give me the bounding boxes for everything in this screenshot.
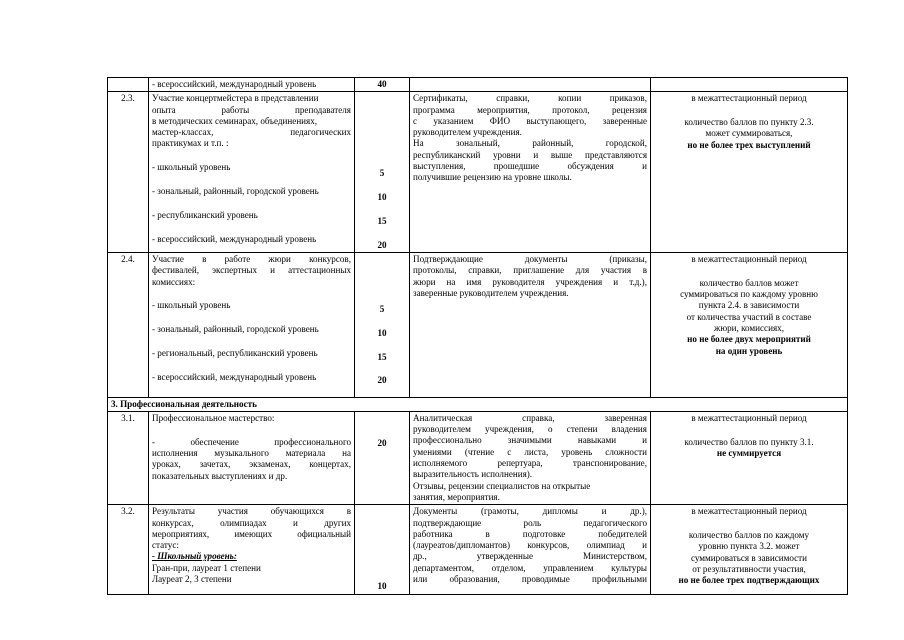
item-number: 3.1. <box>121 412 135 423</box>
criterion-line: практикумах и т.п. : <box>152 138 229 149</box>
note-cell <box>651 92 848 253</box>
note-limit: но не более трех подтверждающих <box>678 575 820 586</box>
criterion-line: опыта работы преподавателя <box>152 104 351 115</box>
criteria-table <box>107 77 848 595</box>
documents-cell <box>410 252 651 397</box>
criterion-line: в методических семинарах, объединениях, <box>152 115 318 126</box>
criterion-line: фестивалей, экспертных и аттестационных <box>152 265 351 276</box>
level-line: - всероссийский, международный уровень <box>152 371 317 382</box>
note-cell <box>651 411 848 504</box>
level-line: - зональный, районный, городской уровень <box>152 186 319 197</box>
documents-line: заверенные руководителем учреждения. <box>413 287 569 298</box>
documents-line: умениями (чтение с листа, уровень сложности <box>413 446 647 457</box>
table-row <box>108 92 848 253</box>
score-value: 5 <box>379 303 385 314</box>
note-line: количество баллов по пункту 2.3. <box>684 117 814 128</box>
documents-line: (лауреатов/дипломантов) конкурсов, олимпиад и <box>413 540 647 551</box>
score-value: 20 <box>377 239 387 250</box>
documents-line: подтверждающие роль педагогического <box>413 517 647 528</box>
criterion-cell <box>149 92 355 253</box>
criterion-cell <box>149 252 355 397</box>
note-line: от количества участий в составе <box>686 311 812 322</box>
score-cell <box>355 252 410 397</box>
note-limit: но не более трех выступлений <box>687 139 811 150</box>
note-line: суммироваться по каждому уровню <box>680 289 818 300</box>
score-cell <box>355 78 410 92</box>
note-line: в межаттестационный период <box>691 412 807 423</box>
item-number: 2.4. <box>121 253 135 264</box>
score-value: 20 <box>377 437 387 448</box>
level-line: - школьный уровень <box>152 162 231 173</box>
documents-line: выступления, прошедшие обсуждения и <box>413 161 647 172</box>
criterion-line: Профессиональное мастерство: <box>152 412 275 423</box>
score-value: 20 <box>377 375 387 386</box>
documents-line: Подтверждающие документы (приказы, <box>413 253 647 264</box>
section-row <box>108 397 848 411</box>
level-line: Гран-при, лауреат 1 степени <box>152 562 261 573</box>
note-line: от результативности участия, <box>692 563 806 574</box>
score-value: 10 <box>377 327 387 338</box>
item-number-cell <box>108 92 149 253</box>
item-number-cell <box>108 252 149 397</box>
documents-line: получившие рецензию на уровне школы. <box>413 172 572 183</box>
note-line: суммироваться в зависимости <box>690 552 808 563</box>
score-value: 5 <box>379 168 385 179</box>
score-value: 15 <box>377 351 387 362</box>
level-line: - региональный, республиканский уровень <box>152 347 318 358</box>
score-cell <box>355 411 410 504</box>
table-row <box>108 505 848 594</box>
criterion-line: статус: <box>152 540 179 551</box>
documents-line: Аналитическая справка, заверенная <box>413 412 647 423</box>
criterion-line: Участие концертмейстера в представлении <box>152 93 319 104</box>
note-line: количество баллов по каждому <box>688 530 810 541</box>
score-value: 15 <box>377 215 387 226</box>
criterion-line: конкурсах, олимпиадах и других <box>152 517 351 528</box>
level-heading: - Школьный уровень: <box>152 551 237 562</box>
documents-line: руководителем учреждения. <box>413 127 522 138</box>
level-line: - республиканский уровень <box>152 209 258 220</box>
documents-line: Сертификаты, справки, копии приказов, <box>413 93 647 104</box>
note-line: в межаттестационный период <box>691 253 807 264</box>
documents-line: жюри на имя руководителя учреждения и т.д.), <box>413 276 647 287</box>
documents-line: Отзывы, рецензии специалистов на открытые <box>413 480 591 491</box>
level-line: - зональный, районный, городской уровень <box>152 324 319 335</box>
documents-line: или образования, проводимые профильными <box>413 574 647 585</box>
criterion-line: мастер-классах, педагогических <box>152 127 351 138</box>
note-line: жюри, комиссиях, <box>714 322 784 333</box>
note-limit: на один уровень <box>715 345 783 356</box>
criterion-line: Участие в работе жюри конкурсов, <box>152 253 351 264</box>
note-cell <box>651 505 848 594</box>
note-line: уровню пункта 3.2. может <box>698 541 800 552</box>
documents-line: республиканский уровни и выше представляются <box>413 149 647 160</box>
item-number-cell <box>108 505 149 594</box>
level-line: - всероссийский, международный уровень <box>152 233 317 244</box>
documents-line: На зональный, районный, городской, <box>413 138 647 149</box>
criterion-line: исполнения музыкального материала на <box>152 447 351 458</box>
item-number-cell <box>108 411 149 504</box>
documents-line: выразительность исполнения). <box>413 469 533 480</box>
note-cell <box>651 252 848 397</box>
note-line: количество баллов может <box>699 277 799 288</box>
note-limit: но не более двух мероприятий <box>687 334 811 345</box>
section-heading: 3. Профессиональная деятельность <box>108 397 848 411</box>
note-limit: не суммируется <box>716 447 782 458</box>
note-line: в межаттестационный период <box>691 93 807 104</box>
note-line: в межаттестационный период <box>691 506 807 517</box>
documents-line: руководителем учреждения, о степени владения <box>413 424 647 435</box>
score-cell <box>355 92 410 253</box>
documents-line: занятия, мероприятия. <box>413 491 500 502</box>
score-value: 40 <box>377 79 387 89</box>
level-line: - школьный уровень <box>152 300 231 311</box>
documents-line: др., утвержденные Министерством, <box>413 551 647 562</box>
documents-cell <box>410 92 651 253</box>
score-cell <box>355 505 410 594</box>
note-cell <box>651 78 848 92</box>
note-line: количество баллов по пункту 3.1. <box>684 436 814 447</box>
table-row <box>108 411 848 504</box>
documents-line: протоколы, справки, приглашение для участия в <box>413 265 647 276</box>
documents-line: работника в подготовке победителей <box>413 528 647 539</box>
criterion-line: мероприятиях, имеющих официальный <box>152 528 351 539</box>
criterion-cell <box>149 78 355 92</box>
criterion-line: показательных выступлениях и др. <box>152 470 288 481</box>
documents-cell <box>410 78 651 92</box>
score-value: 10 <box>377 581 387 592</box>
criterion-cell <box>149 505 355 594</box>
criterion-line: - обеспечение профессионального <box>152 436 351 447</box>
item-number-cell <box>108 78 149 92</box>
criterion-line: комиссиях: <box>152 276 196 287</box>
documents-line: профессионально значимыми навыками и <box>413 435 647 446</box>
table-row <box>108 252 848 397</box>
documents-cell <box>410 505 651 594</box>
item-number: 3.2. <box>121 506 135 517</box>
score-value: 10 <box>377 192 387 203</box>
note-line: может суммироваться, <box>705 128 793 139</box>
documents-line: с указанием ФИО выступающего, заверенные <box>413 115 647 126</box>
item-number: 2.3. <box>121 93 135 104</box>
documents-line: исполняемого репертуара, транспонирование, <box>413 458 647 469</box>
documents-cell <box>410 411 651 504</box>
note-line: пункта 2.4. в зависимости <box>698 300 800 311</box>
documents-line: Документы (грамоты, дипломы и др.), <box>413 506 647 517</box>
documents-line: программа мероприятия, протокол, рецензия <box>413 104 647 115</box>
level-line: Лауреат 2, 3 степени <box>152 574 232 585</box>
documents-line: департаментом, отделом, управлением культуры <box>413 562 647 573</box>
table-row <box>108 78 848 92</box>
level-line: - всероссийский, международный уровень <box>152 79 317 89</box>
criterion-cell <box>149 411 355 504</box>
criterion-line: Результаты участия обучающихся в <box>152 506 351 517</box>
criterion-line: уроках, зачетах, экзаменах, концертах, <box>152 459 351 470</box>
